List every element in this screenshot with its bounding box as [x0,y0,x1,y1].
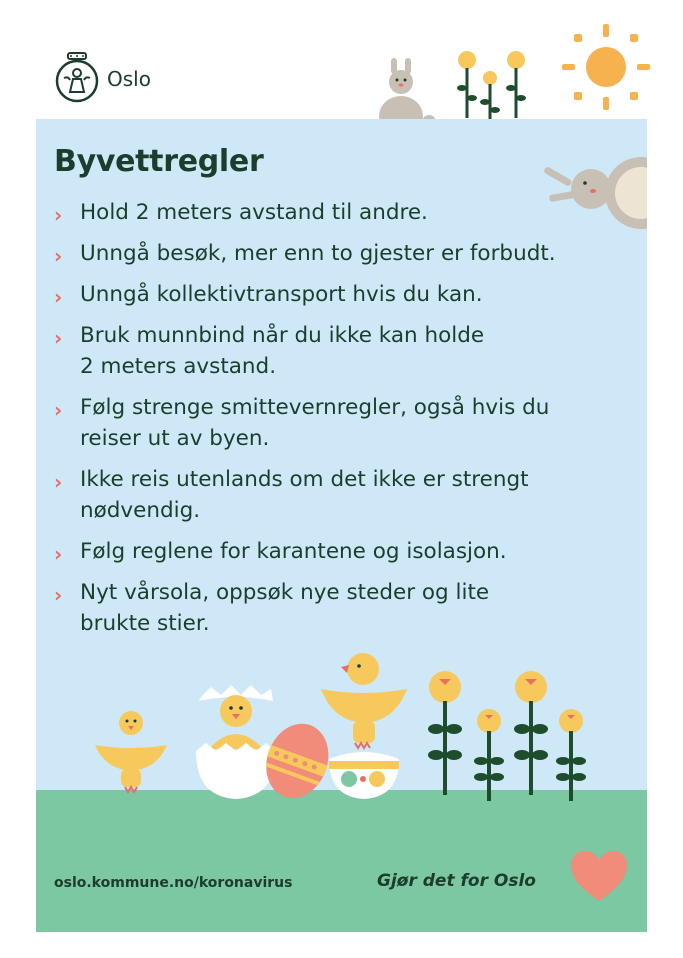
footer-url: oslo.kommune.no/koronavirus [54,875,293,891]
rule-text: Bruk munnbind når du ikke kan holde [80,323,485,348]
chevron-right-icon: › [54,203,63,227]
chevron-right-icon: › [54,398,63,422]
rule-text-continued: 2 meters avstand. [80,354,277,379]
rules-list [52,197,632,649]
chevron-right-icon: › [54,244,63,268]
chick-icon [91,707,171,797]
rule-text: Følg strenge smittevernregler, også hvis du [80,395,550,420]
chevron-right-icon: › [54,285,63,309]
tulip-icon [421,669,591,804]
sun-icon [560,22,652,112]
oslo-city-seal-icon [53,52,101,104]
chevron-right-icon: › [54,542,63,566]
rule-text: Unngå besøk, mer enn to gjester er forbudt. [80,241,556,266]
poster-title: Byvettregler [54,144,264,179]
rule-text: Unngå kollektivtransport hvis du kan. [80,282,483,307]
chevron-right-icon: › [54,583,63,607]
brand-name: Oslo [107,67,151,91]
tulip-icon [452,50,532,125]
footer-slogan: Gjør det for Oslo [377,871,536,891]
header [0,0,683,120]
poster [36,119,647,932]
rule-item [52,320,632,382]
rule-item [52,279,632,310]
rule-item [52,197,632,228]
chevron-right-icon: › [54,326,63,350]
chick-on-egg-icon [319,649,409,804]
rule-text-continued: reiser ut av byen. [80,426,270,451]
chevron-right-icon: › [54,470,63,494]
rule-text: Hold 2 meters avstand til andre. [80,200,428,225]
rule-item [52,464,632,526]
rule-item [52,392,632,454]
rule-text-continued: brukte stier. [80,611,210,636]
heart-icon [569,849,629,903]
rule-text: Følg reglene for karantene og isolasjon. [80,539,507,564]
rule-item [52,577,632,639]
rule-text: Nyt vårsola, oppsøk nye steder og lite [80,580,490,605]
rule-item [52,238,632,269]
rule-text: Ikke reis utenlands om det ikke er strengt [80,467,529,492]
rule-text-continued: nødvendig. [80,498,201,523]
grass-ground [36,790,647,932]
rule-item [52,536,632,567]
